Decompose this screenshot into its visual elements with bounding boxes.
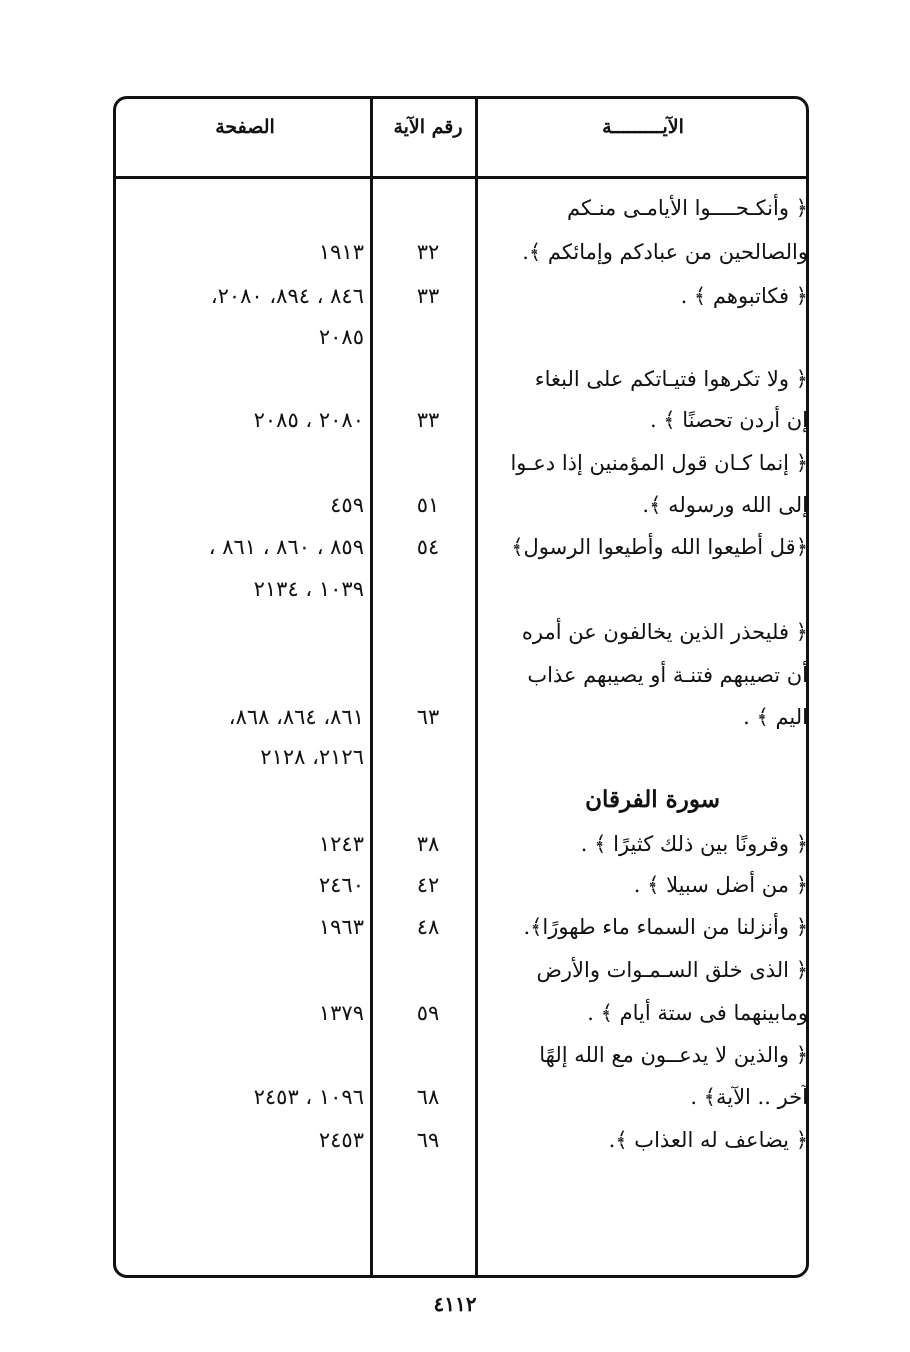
aya-line: ومابينهما فى ستة أيام ﴾ . — [587, 1001, 808, 1025]
surah-title: سورة الفرقان — [585, 786, 720, 813]
page-ref: ٢٤٥٣ — [318, 1128, 364, 1152]
aya-line: ﴿ وأنزلنا من السماء ماء طهورًا﴾. — [523, 915, 808, 939]
aya-number: ٣٣ — [416, 408, 440, 432]
header-aya: الآيـــــــــة — [602, 116, 684, 138]
aya-number: ٤٨ — [416, 915, 440, 939]
page-ref: ٢٠٨٥ — [318, 325, 364, 349]
page-ref: ٢١٢٦، ٢١٢٨ — [260, 745, 364, 769]
aya-line: اليم ﴾ . — [743, 705, 808, 729]
page-ref: ٨٦١، ٨٦٤، ٨٦٨، — [228, 705, 364, 729]
column-divider — [370, 96, 373, 1278]
aya-number: ٣٨ — [416, 832, 440, 856]
aya-number: ٦٩ — [416, 1128, 440, 1152]
page-ref: ١٩٦٣ — [318, 915, 364, 939]
page-ref: ٨٥٩ ، ٨٦٠ ، ٨٦١ ، — [208, 535, 364, 559]
aya-line: ﴿ فليحذر الذين يخالفون عن أمره — [521, 620, 808, 644]
page-ref: ١٢٤٣ — [318, 832, 364, 856]
aya-line: أن تصيبهم فتنـة أو يصيبهم عذاب — [527, 663, 808, 687]
page-ref: ٨٤٦ ، ٨٩٤، ٢٠٨٠، — [210, 284, 364, 308]
aya-number: ٣٢ — [416, 240, 440, 264]
page-ref: ١٩١٣ — [318, 240, 364, 264]
aya-line: ﴿ ولا تكرهوا فتيـاتكم على البغاء — [534, 367, 808, 391]
aya-number: ٦٣ — [416, 705, 440, 729]
aya-number: ٣٣ — [416, 284, 440, 308]
aya-line: ﴿قل أطيعوا الله وأطيعوا الرسول﴾ — [511, 535, 808, 559]
aya-line: والصالحين من عبادكم وإمائكم ﴾. — [522, 240, 808, 264]
aya-number: ٤٢ — [416, 873, 440, 897]
page-ref: ١٣٧٩ — [318, 1001, 364, 1025]
page-ref: ١٠٣٩ ، ٢١٣٤ — [253, 577, 364, 601]
aya-line: ﴿ من أضل سبيلا ﴾ . — [633, 873, 808, 897]
aya-number: ٥٤ — [416, 535, 440, 559]
aya-line: آخر .. الآية﴾ . — [690, 1085, 808, 1109]
header-aya-number: رقم الآية — [393, 116, 463, 138]
page-ref: ٤٥٩ — [330, 493, 364, 517]
aya-line: ﴿ الذى خلق السـمـوات والأرض — [536, 958, 808, 982]
aya-line: ﴿ فكاتبوهم ﴾ . — [680, 284, 808, 308]
aya-line: ﴿ وقرونًا بين ذلك كثيرًا ﴾ . — [580, 832, 808, 856]
aya-number: ٥١ — [416, 493, 440, 517]
aya-line: ﴿ يضاعف له العذاب ﴾. — [608, 1128, 808, 1152]
page-number: ٤١١٢ — [433, 1292, 477, 1316]
page-ref: ١٠٩٦ ، ٢٤٥٣ — [253, 1085, 364, 1109]
aya-number: ٦٨ — [416, 1085, 440, 1109]
header-page: الصفحة — [215, 116, 275, 138]
page-ref: ٢٤٦٠ — [318, 873, 364, 897]
page-ref: ٢٠٨٠ ، ٢٠٨٥ — [253, 408, 364, 432]
aya-line: ﴿ إنما كـان قول المؤمنين إذا دعـوا — [510, 451, 808, 475]
aya-line: ﴿ وأنكـحــــوا الأيامـى منـكم — [566, 196, 808, 220]
header-divider — [113, 176, 809, 179]
aya-line: ﴿ والذين لا يدعــون مع الله إلهًا — [539, 1043, 808, 1067]
aya-line: إن أردن تحصنًا ﴾ . — [649, 408, 808, 432]
aya-line: إلى الله ورسوله ﴾. — [642, 493, 808, 517]
aya-number: ٥٩ — [416, 1001, 440, 1025]
